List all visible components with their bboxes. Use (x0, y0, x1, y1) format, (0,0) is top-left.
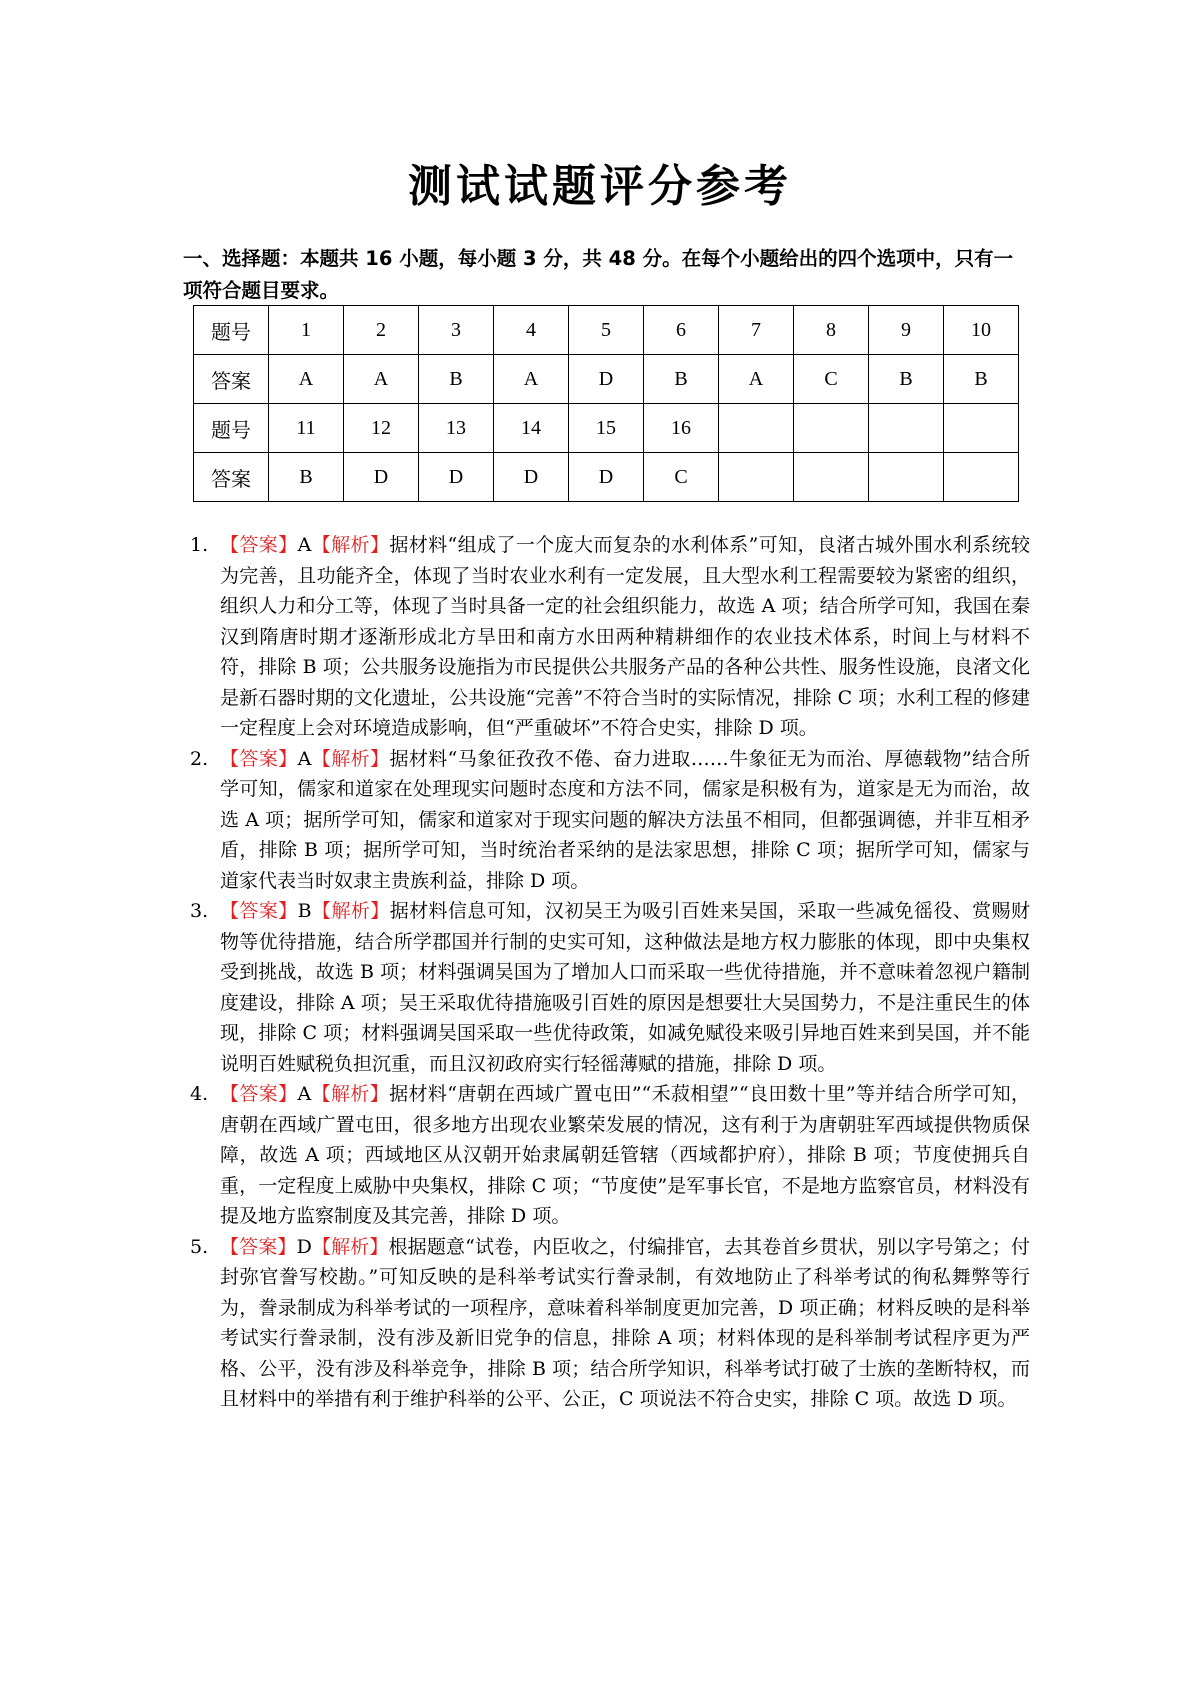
analysis-text: 据材料“唐朝在西域广置屯田”“禾菽相望”“良田数十里”等并结合所学可知，唐朝在西域广置屯田，很多地方出现农业繁荣发展的情况，这有利于为唐朝驻军西域提供物质保障，故选 A 项；西域地区从汉朝开始隶属朝廷管辖（西域都护府），排除 B 项；节度使拥兵自重，一定程度上威胁中央集权，排除 C 项；“节度使”是军事长官，不是地方监察官员，材料没有提及地方监察制度及其完善，排除 D 项。 (220, 1083, 1030, 1227)
item-number: 4. (190, 1083, 209, 1105)
analysis-tag: 【解析】 (311, 1083, 390, 1105)
table-cell (794, 404, 869, 453)
analysis-text: 据材料“马象征孜孜不倦、奋力进取……牛象征无为而治、厚德载物”结合所学可知，儒家和道家在处理现实问题时态度和方法不同，儒家是积极有为，道家是无为而治，故选 A 项；据所学可知，儒家和道家对于现实问题的解决方法虽不相同，但都强调德，并非互相矛盾，排除 B 项；据所学可知，当时统治者采纳的是法家思想，排除 C 项；据所学可知，儒家与道家代表当时奴隶主贵族利益，排除 D 项。 (220, 747, 1030, 892)
table-cell: 16 (644, 404, 719, 453)
table-cell (719, 453, 794, 502)
row-header: 答案 (194, 355, 269, 404)
row-header: 题号 (194, 404, 269, 453)
table-row-answer-row (194, 453, 1019, 502)
analysis-text: 据材料“组成了一个庞大而复杂的水利体系”可知，良渚古城外围水利系统较为完善，且功能齐全，体现了当时农业水利有一定发展，且大型水利工程需要较为紧密的组织，组织人力和分工等，体现了当时具备一定的社会组织能力，故选 A 项；结合所学可知，我国在秦汉到隋唐时期才逐渐形成北方旱田和南方水田两种精耕细作的农业技术体系，时间上与材料不符，排除 B 项；公共服务设施指为市民提供公共服务产品的各种公共性、服务性设施，良渚文化是新石器时期的文化遗址，公共设施“完善”不符合当时的实际情况，排除 C 项；水利工程的修建一定程度上会对环境造成影响，但“严重破坏”不符合史实，排除 D 项。 (220, 534, 1030, 739)
item-number: 3. (190, 900, 209, 922)
table-cell: 5 (569, 306, 644, 355)
explanation-list (190, 530, 1030, 1415)
answer-letter: A (297, 1083, 312, 1105)
item-number: 2. (190, 747, 209, 770)
table-cell: 4 (494, 306, 569, 355)
table-cell: 12 (344, 404, 419, 453)
table-cell: 13 (419, 404, 494, 453)
analysis-tag: 【解析】 (311, 1235, 389, 1258)
page-title: 测试试题评分参考 (408, 161, 792, 212)
table-row-number-row (194, 404, 1019, 453)
answer-tag: 【答案】 (220, 747, 298, 770)
item-number: 5. (190, 1235, 209, 1258)
table-cell: 15 (569, 404, 644, 453)
table-cell: 6 (644, 306, 719, 355)
explanation-item (190, 896, 1030, 1079)
table-cell (869, 453, 944, 502)
table-cell: C (644, 453, 719, 502)
section-heading: 一、选择题：本题共 16 小题，每小题 3 分，共 48 分。在每个小题给出的四个选项中，只有一项符合题目要求。 (183, 247, 1014, 302)
table-cell: 10 (944, 306, 1019, 355)
answer-tag: 【答案】 (220, 1235, 297, 1258)
answer-letter: B (297, 900, 312, 922)
table-cell: D (569, 355, 644, 404)
table-cell: 14 (494, 404, 569, 453)
table-cell: B (419, 355, 494, 404)
table-cell: 3 (419, 306, 494, 355)
item-number: 1. (190, 534, 209, 556)
table-cell: 2 (344, 306, 419, 355)
analysis-tag: 【解析】 (311, 900, 390, 922)
analysis-tag: 【解析】 (311, 747, 390, 770)
table-cell: 1 (269, 306, 344, 355)
table-cell: B (869, 355, 944, 404)
analysis-tag: 【解析】 (311, 534, 390, 556)
table-cell: A (344, 355, 419, 404)
table-row-answer-row (194, 355, 1019, 404)
explanation-item (190, 744, 1030, 897)
table-cell: A (269, 355, 344, 404)
answer-tag: 【答案】 (220, 534, 298, 556)
table-cell: 8 (794, 306, 869, 355)
table-cell: 11 (269, 404, 344, 453)
table-cell: D (344, 453, 419, 502)
explanation-item (190, 1079, 1030, 1232)
table-cell (794, 453, 869, 502)
table-cell (719, 404, 794, 453)
table-cell: D (494, 453, 569, 502)
table-cell: C (794, 355, 869, 404)
table-cell (944, 453, 1019, 502)
table-cell: B (269, 453, 344, 502)
explanation-item (190, 530, 1030, 744)
table-cell: D (569, 453, 644, 502)
analysis-text: 根据题意“试卷，内臣收之，付编排官，去其卷首乡贯状，别以字号第之；付封弥官誊写校勘。”可知反映的是科举考试实行誊录制，有效地防止了科举考试的徇私舞弊等行为，誊录制成为科举考试的一项程序，意味着科举制度更加完善，D 项正确；材料反映的是科举考试实行誊录制，没有涉及新旧党争的信息，排除 A 项；材料体现的是科举制考试程序更为严格、公平，没有涉及科举竞争，排除 B 项；结合所学知识，科举考试打破了士族的垄断特权，而且材料中的举措有利于维护科举的公平、公正，C 项说法不符合史实，排除 C 项。故选 D 项。 (220, 1235, 1030, 1410)
row-header: 答案 (194, 453, 269, 502)
analysis-text: 据材料信息可知，汉初吴王为吸引百姓来吴国，采取一些减免徭役、赏赐财物等优待措施，结合所学郡国并行制的史实可知，这种做法是地方权力膨胀的体现，即中央集权受到挑战，故选 B 项；材料强调吴国为了增加人口而采取一些优待措施，并不意味着忽视户籍制度建设，排除 A 项；吴王采取优待措施吸引百姓的原因是想要壮大吴国势力，不是注重民生的体现，排除 C 项；材料强调吴国采取一些优待政策，如减免赋役来吸引异地百姓来到吴国，并不能说明百姓赋税负担沉重，而且汉初政府实行轻徭薄赋的措施，排除 D 项。 (220, 900, 1030, 1075)
table-cell: A (494, 355, 569, 404)
table-cell: B (944, 355, 1019, 404)
answer-letter: A (297, 747, 312, 770)
answer-tag: 【答案】 (220, 900, 298, 922)
table-cell (869, 404, 944, 453)
answer-letter: D (296, 1235, 312, 1258)
explanation-item (190, 1232, 1030, 1415)
table-cell: B (644, 355, 719, 404)
table-row-number-row (194, 306, 1019, 355)
table-cell: D (419, 453, 494, 502)
answer-table (193, 305, 1019, 502)
row-header: 题号 (194, 306, 269, 355)
answer-tag: 【答案】 (220, 1083, 298, 1105)
answer-letter: A (297, 534, 312, 556)
table-cell: 7 (719, 306, 794, 355)
table-cell: A (719, 355, 794, 404)
table-cell: 9 (869, 306, 944, 355)
table-cell (944, 404, 1019, 453)
